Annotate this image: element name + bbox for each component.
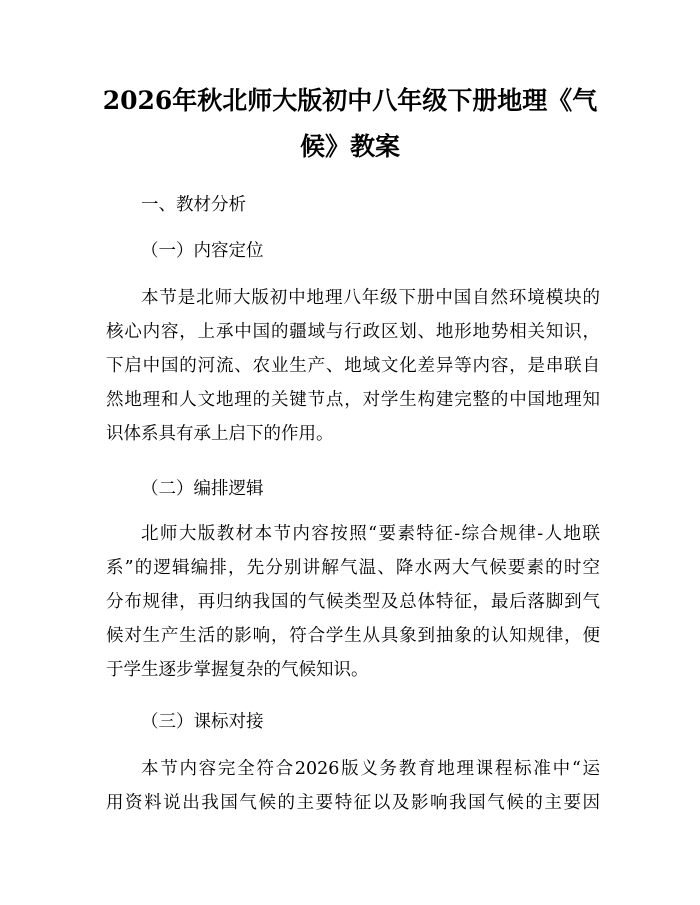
document-title-line-2: 候》教案: [299, 132, 400, 161]
paragraph-1-line: 本节是北师大版初中地理八年级下册中国自然环境模块的: [141, 288, 600, 308]
document-title-line-1: 2026年秋北师大版初中八年级下册地理《气: [102, 86, 598, 115]
paragraph-2-line: 分布规律，再归纳我国的气候类型及总体特征，最后落脚到气: [106, 592, 600, 612]
subsection-heading-content-positioning: （一）内容定位: [141, 241, 264, 261]
paragraph-2-line: 于学生逐步掌握复杂的气候知识。: [106, 660, 369, 680]
paragraph-1-line: 然地理和人文地理的关键节点，对学生构建完整的中国地理知: [106, 390, 600, 410]
paragraph-3-line: 用资料说出我国气候的主要特征以及影响我国气候的主要因: [106, 793, 600, 813]
paragraph-1-line: 下启中国的河流、农业生产、地域文化差异等内容，是串联自: [106, 356, 600, 376]
paragraph-2-line: 系”的逻辑编排，先分别讲解气温、降水两大气候要素的时空: [106, 558, 600, 578]
subsection-heading-layout-logic: （二）编排逻辑: [141, 479, 264, 499]
subsection-heading-curriculum-alignment: （三）课标对接: [141, 712, 264, 732]
paragraph-2-line: 候对生产生活的影响，符合学生从具象到抽象的认知规律，便: [106, 626, 600, 646]
paragraph-1-line: 识体系具有承上启下的作用。: [106, 424, 334, 444]
paragraph-3-line: 本节内容完全符合2026版义务教育地理课程标准中“运: [141, 759, 600, 779]
section-heading-textbook-analysis: 一、教材分析: [141, 195, 246, 215]
paragraph-1-line: 核心内容，上承中国的疆域与行政区划、地形地势相关知识，: [106, 322, 600, 342]
paragraph-2-line: 北师大版教材本节内容按照“要素特征-综合规律-人地联: [141, 524, 600, 544]
